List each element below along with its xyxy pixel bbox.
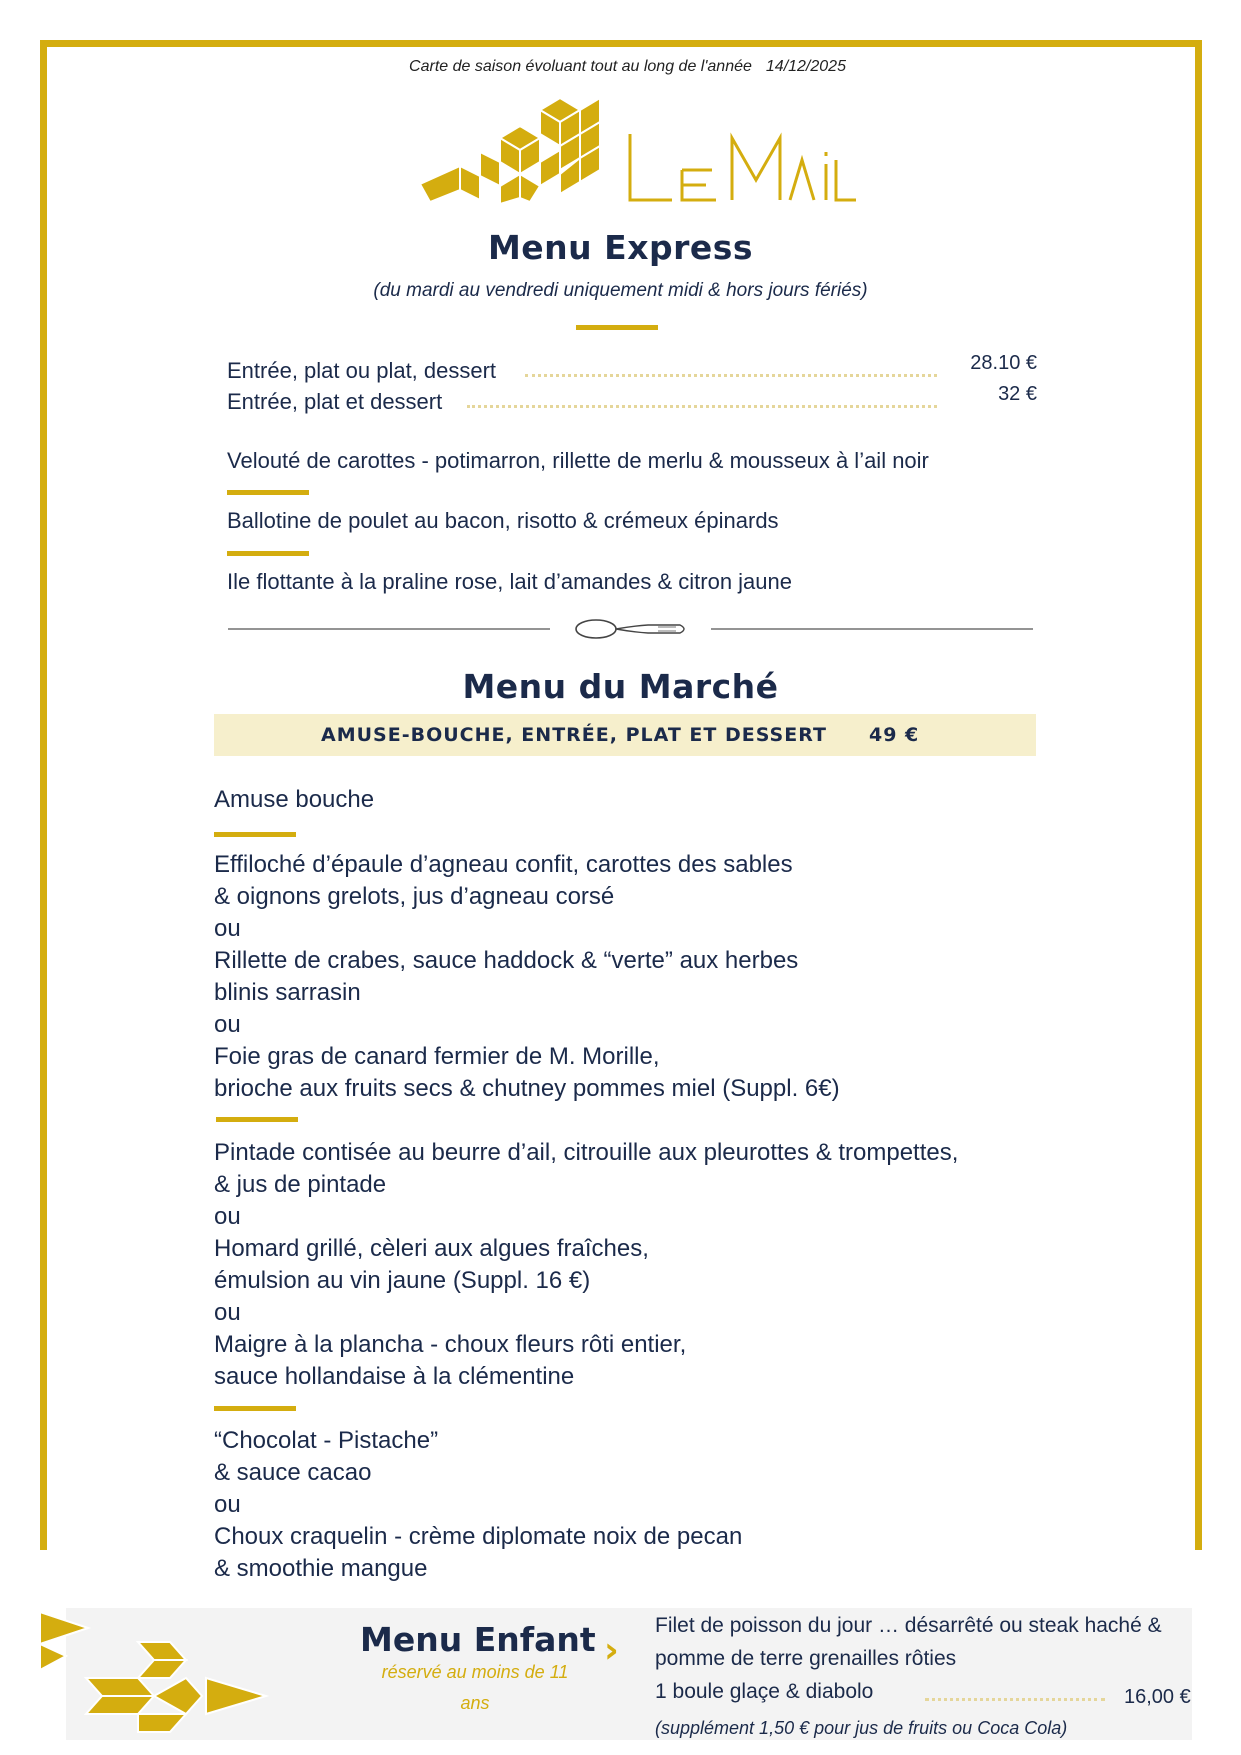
entree-line: ou: [214, 915, 241, 942]
enfant-note-line: ans: [460, 1693, 490, 1713]
express-starter: Velouté de carottes - potimarron, rillette de merlu & mousseux à l’ail noir: [227, 448, 929, 473]
tagline-date: 14/12/2025: [765, 58, 846, 75]
tagline-text: Carte de saison évoluant tout au long de l'année: [409, 58, 752, 75]
express-price-row: [227, 383, 1037, 415]
plat-line: émulsion au vin jaune (Suppl. 16 €): [214, 1267, 591, 1294]
spoon-icon: [576, 620, 684, 638]
enfant-line: pomme de terre grenailles rôties: [655, 1647, 957, 1670]
plat-line: & jus de pintade: [214, 1171, 387, 1198]
express-title: Menu Express: [487, 228, 754, 267]
plat-line: Pintade contisée au beurre d’ail, citrouille aux pleurottes & trompettes,: [214, 1139, 959, 1166]
dessert-line: Choux craquelin - crème diplomate noix de pecan: [214, 1523, 743, 1550]
entree-line: Foie gras de canard fermier de M. Morille,: [214, 1043, 660, 1070]
course-divider: [214, 1406, 296, 1411]
enfant-supplement: (supplément 1,50 € pour jus de fruits ou Coca Cola): [655, 1718, 1068, 1738]
logo-cube-icon: [420, 96, 620, 206]
express-price-label: Entrée, plat ou plat, dessert: [227, 358, 497, 383]
plat-line: ou: [214, 1203, 241, 1230]
express-price-value: 32 €: [998, 383, 1037, 405]
express-price-value: 28.10 €: [970, 352, 1037, 374]
tagline: [0, 58, 1241, 76]
enfant-price: 16,00 €: [1124, 1686, 1191, 1708]
dessert-line: ou: [214, 1491, 241, 1518]
decorative-cube-icon: [36, 1598, 276, 1740]
dessert-line: & smoothie mangue: [214, 1555, 428, 1582]
marche-price-band: [214, 714, 1036, 756]
chevron-right-icon: ›: [604, 1630, 619, 1671]
plat-line: sauce hollandaise à la clémentine: [214, 1363, 575, 1390]
plat-line: Maigre à la plancha - choux fleurs rôti entier,: [214, 1331, 687, 1358]
logo-wordmark: [626, 130, 856, 206]
marche-band-price: 49 €: [869, 724, 920, 746]
express-dessert: Ile flottante à la praline rose, lait d’amandes & citron jaune: [227, 569, 792, 594]
dot-leader: [925, 1698, 1105, 1701]
dish-divider: [227, 551, 309, 556]
dessert-line: “Chocolat - Pistache”: [214, 1427, 439, 1454]
enfant-title: Menu Enfant: [360, 1620, 596, 1659]
entree-line: Effiloché d’épaule d’agneau confit, carottes des sables: [214, 851, 793, 878]
express-price-label: Entrée, plat et dessert: [227, 389, 443, 414]
enfant-note-line: réservé au moins de 11: [381, 1662, 569, 1682]
dot-leader: [525, 374, 937, 377]
course-divider: [216, 1117, 298, 1122]
express-subtitle: (du mardi au vendredi uniquement midi & hors jours fériés): [373, 280, 868, 301]
enfant-line: Filet de poisson du jour … désarrêté ou steak haché &: [655, 1614, 1162, 1637]
dessert-line: & sauce cacao: [214, 1459, 372, 1486]
enfant-note: [362, 1657, 588, 1719]
plat-line: ou: [214, 1299, 241, 1326]
entree-line: blinis sarrasin: [214, 979, 361, 1006]
entree-line: Rillette de crabes, sauce haddock & “verte” aux herbes: [214, 947, 799, 974]
plat-line: Homard grillé, cèleri aux algues fraîches,: [214, 1235, 649, 1262]
entree-line: ou: [214, 1011, 241, 1038]
marche-band-text: AMUSE-BOUCHE, ENTRÉE, PLAT ET DESSERT: [321, 724, 827, 746]
express-main: Ballotine de poulet au bacon, risotto & crémeux épinards: [227, 508, 779, 533]
marche-title: Menu du Marché: [462, 667, 779, 706]
entree-line: brioche aux fruits secs & chutney pommes miel (Suppl. 6€): [214, 1075, 840, 1102]
express-divider: [576, 325, 658, 330]
spoon-divider: [228, 614, 1033, 644]
dish-divider: [227, 490, 309, 495]
amuse-bouche: Amuse bouche: [214, 786, 375, 813]
entree-line: & oignons grelots, jus d’agneau corsé: [214, 883, 615, 910]
dot-leader: [467, 405, 937, 408]
enfant-line: 1 boule glaçe & diabolo: [655, 1680, 874, 1703]
express-price-row: [227, 352, 1037, 384]
course-divider: [214, 832, 296, 837]
